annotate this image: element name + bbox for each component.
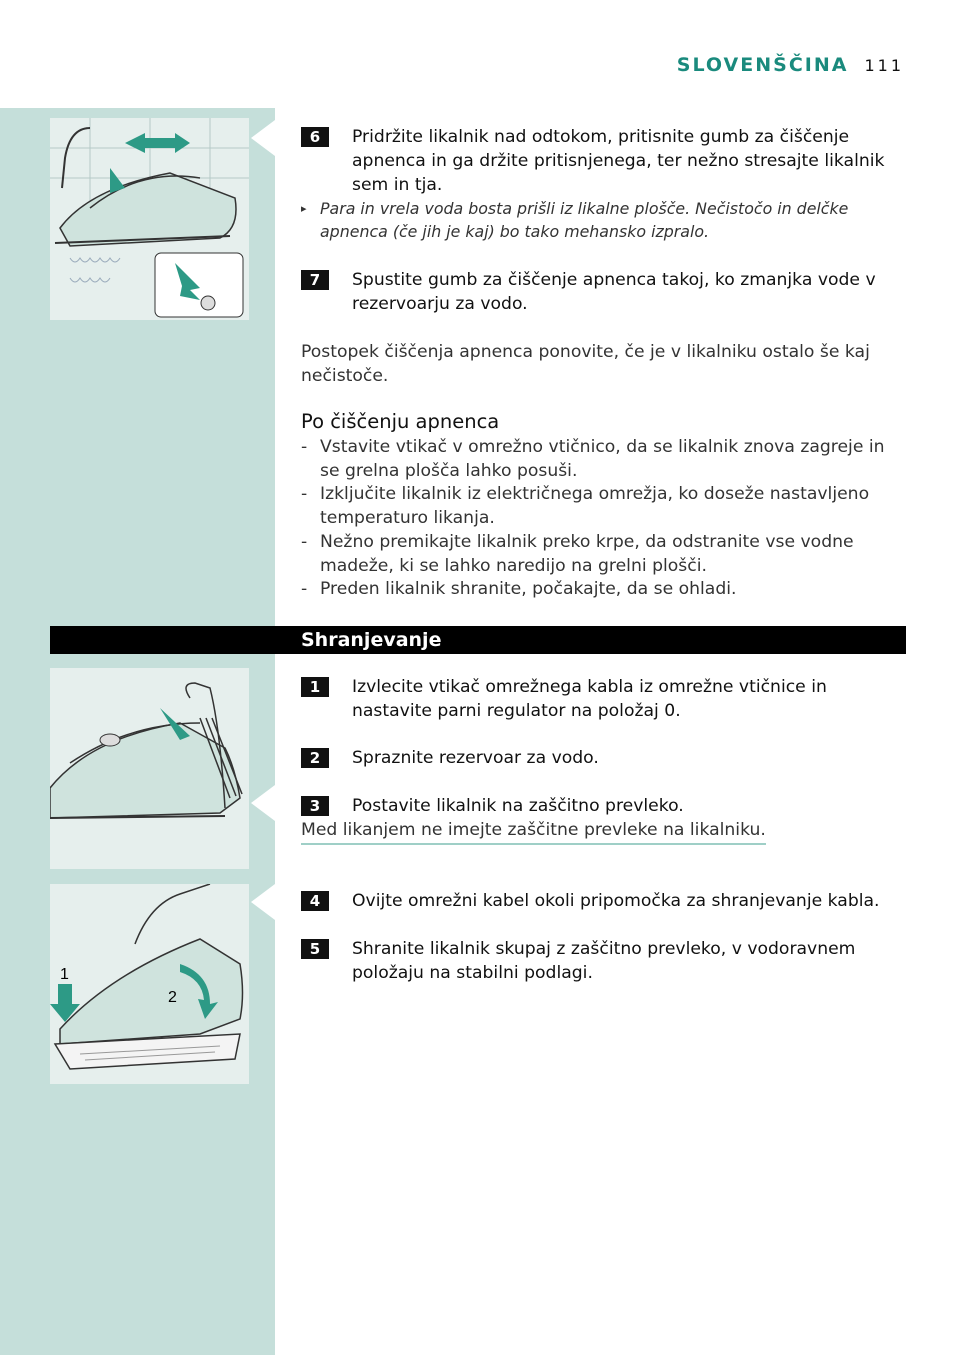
figure-descale-illustration (50, 118, 249, 320)
section-title: Shranjevanje (301, 629, 442, 651)
repeat-paragraph: Postopek čiščenja apnenca ponovite, če je v likalniku ostalo še kaj nečistoče. (301, 342, 870, 386)
figure-cord-illustration (50, 668, 249, 869)
step-text: Postavite likalnik na zaščitno prevleko. (352, 796, 684, 816)
page-header (677, 50, 904, 80)
figure-label-1: 1 (60, 966, 69, 983)
step-text: Shranite likalnik skupaj z zaščitno prevleko, v vodoravnem položaju na stabilni podlagi. (352, 939, 856, 983)
section-bar (50, 626, 906, 654)
figure-pointer (251, 884, 275, 920)
step-text: Spraznite rezervoar za vodo. (352, 748, 599, 768)
note-triangle-icon: ▸ (301, 202, 307, 215)
cord-illustration (50, 668, 249, 869)
cover-warning: Med likanjem ne imejte zaščitne prevleke na likalniku. (301, 818, 766, 845)
step-text: Pridržite likalnik nad odtokom, pritisnite gumb za čiščenje apnenca in ga držite pritisnjenega, ter nežno stresajte likalnik sem in tja. (352, 127, 885, 195)
figure-pointer (251, 785, 275, 821)
note-text: Para in vrela voda bosta prišli iz likalne plošče. Nečistočo in delčke apnenca (če jih je kaj) bo tako mehansko izpralo. (320, 199, 849, 241)
step-number: 5 (301, 939, 329, 959)
list-item: - Nežno premikajte likalnik preko krpe, da odstranite vse vodne madeže, ki se lahko naredijo na grelni plošči. (301, 531, 901, 578)
figure-store-illustration (50, 884, 249, 1084)
step-number: 2 (301, 748, 329, 768)
language-title: SLOVENŠČINA (676, 54, 849, 76)
step-text: Ovijte omrežni kabel okoli pripomočka za shranjevanje kabla. (352, 891, 880, 911)
figure-pointer (251, 120, 275, 156)
step-text: Spustite gumb za čiščenje apnenca takoj, ko zmanjka vode v rezervoarju za vodo. (352, 270, 876, 314)
step-number: 6 (301, 127, 329, 147)
after-descale-list (301, 436, 901, 602)
list-item: - Izključite likalnik iz električnega omrežja, ko doseže nastavljeno temperaturo likanja. (301, 483, 901, 530)
list-item: - Vstavite vtikač v omrežno vtičnico, da se likalnik znova zagreje in se grelna plošča lahko posuši. (301, 436, 901, 483)
store-illustration (50, 884, 249, 1084)
descale-illustration (50, 118, 249, 320)
page-number: 111 (864, 55, 904, 75)
step-text: Izvlecite vtikač omrežnega kabla iz omrežne vtičnice in nastavite parni regulator na položaj 0. (352, 677, 827, 721)
step-number: 1 (301, 677, 329, 697)
figure-label-2: 2 (168, 989, 177, 1006)
step-number: 7 (301, 270, 329, 290)
subsection-title: Po čiščenju apnenca (301, 410, 500, 433)
step-number: 4 (301, 891, 329, 911)
step-number: 3 (301, 796, 329, 816)
list-item: - Preden likalnik shranite, počakajte, da se ohladi. (301, 578, 901, 602)
